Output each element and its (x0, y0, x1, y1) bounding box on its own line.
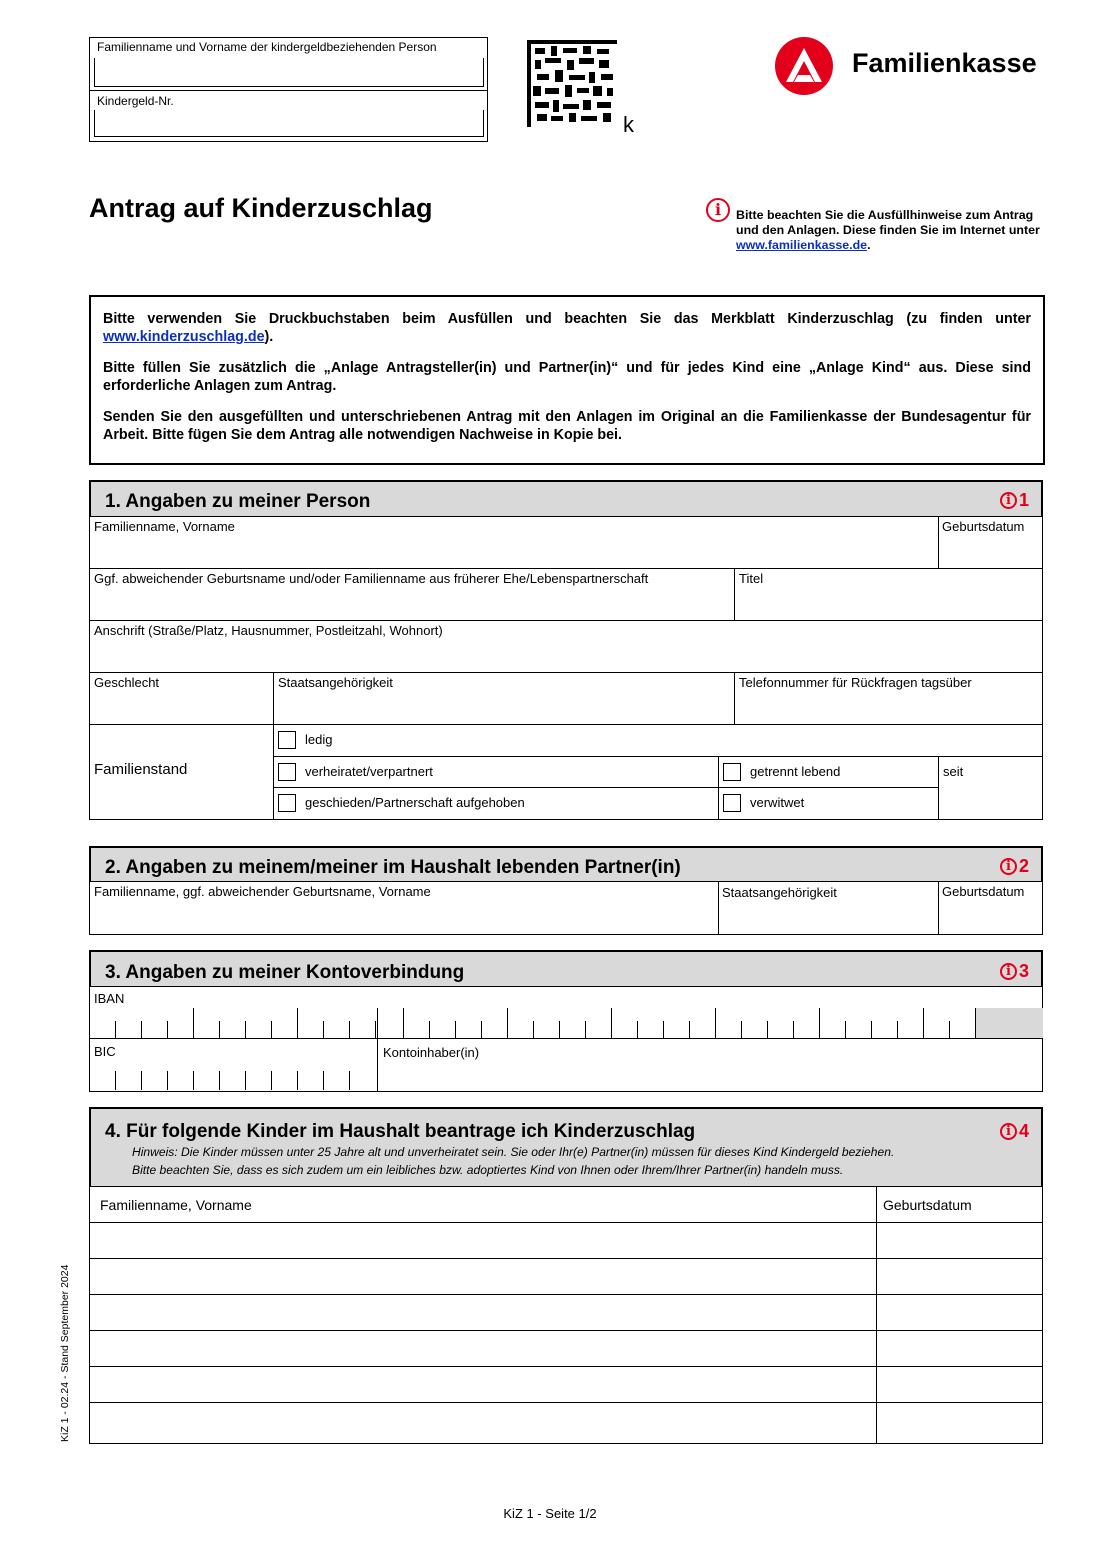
table-row[interactable] (90, 1366, 877, 1403)
instructions-box (89, 295, 1045, 465)
kg-nr-label: Kindergeld-Nr. (97, 94, 174, 108)
section-3-body (89, 986, 1043, 1092)
checkbox-geschieden[interactable] (278, 794, 296, 812)
checkbox-ledig[interactable] (278, 731, 296, 749)
table-row-dob[interactable] (876, 1402, 1043, 1443)
name-box (89, 37, 488, 142)
section-3-title: 3. Angaben zu meiner Kontoverbindung (105, 962, 465, 983)
children-table (89, 1186, 1043, 1444)
s1-phone-field[interactable]: Telefonnummer für Rückfragen tagsüber (734, 672, 1043, 725)
children-col-dob-header: Geburtsdatum (876, 1186, 1043, 1223)
section-3-info: i 3 (1000, 961, 1029, 982)
info-note-text: Bitte beachten Sie die Ausfüllhinweise zum Antrag und den Anlagen. Diese finden Sie im Internet unter (736, 208, 1040, 237)
section-1-info: i 1 (1000, 490, 1029, 511)
kg-nr-field[interactable] (94, 110, 484, 137)
logo-text: Familienkasse (852, 48, 1037, 78)
table-row-dob[interactable] (876, 1330, 1043, 1367)
section-2-header (89, 846, 1043, 882)
s1-gender-field[interactable]: Geschlecht (90, 672, 274, 725)
table-row-dob[interactable] (876, 1222, 1043, 1259)
kinderzuschlag-link[interactable]: www.kinderzuschlag.de (103, 329, 265, 345)
section-4-info: i 4 (1000, 1121, 1029, 1142)
s1-opt-getrennt-cell: getrennt lebend (718, 756, 939, 788)
section-4-header (89, 1107, 1043, 1187)
table-row-dob[interactable] (876, 1294, 1043, 1331)
side-note: KiZ 1 - 02.24 - Stand September 2024 (59, 1264, 71, 1442)
s2-name-field[interactable]: Familienname, ggf. abweichender Geburtsname, Vorname (90, 881, 719, 934)
section-1-body (89, 516, 1043, 820)
section-4-title: 4. Für folgende Kinder im Haushalt beantrage ich Kinderzuschlag (105, 1121, 696, 1142)
s1-address-field[interactable]: Anschrift (Straße/Platz, Hausnummer, Postleitzahl, Wohnort) (90, 620, 1043, 673)
section-4-hint-2: Bitte beachten Sie, dass es sich zudem um ein leibliches bzw. adoptiertes Kind von Ihnen oder Ihrem/Ihrer Partner(in) handeln muss. (132, 1163, 844, 1177)
familienkasse-link[interactable]: www.familienkasse.de (736, 238, 868, 252)
familienkasse-logo-icon (775, 37, 833, 95)
table-row[interactable] (90, 1294, 877, 1331)
s1-title-field[interactable]: Titel (734, 568, 1043, 621)
s1-opt-verheiratet-cell: verheiratet/verpartnert (273, 756, 719, 788)
instruction-paragraph-2: Bitte füllen Sie zusätzlich die „Anlage Antragsteller(in) und Partner(in)“ und für jedes Kind eine „Anlage Kind“ aus. Diese sind erforderliche Anlagen zum Antrag. (103, 360, 1031, 394)
s2-dob-field[interactable]: Geburtsdatum (942, 884, 1025, 899)
s3-bic-field[interactable]: BIC (90, 1038, 378, 1091)
checkbox-verwitwet[interactable] (723, 794, 741, 812)
iban-ticks (90, 986, 1043, 1039)
table-row[interactable] (90, 1222, 877, 1259)
table-row-dob[interactable] (876, 1366, 1043, 1403)
table-row[interactable] (90, 1330, 877, 1367)
section-4-hint-1: Hinweis: Die Kinder müssen unter 25 Jahre alt und unverheiratet sein. Sie oder Ihr(e) Partner(in) müssen für dieses Kind Kindergeld beziehen. (132, 1145, 895, 1159)
section-2-info: i 2 (1000, 856, 1029, 877)
s1-opt-verwitwet-cell: verwitwet (718, 787, 939, 819)
info-icon: i (1000, 963, 1017, 980)
section-2-title: 2. Angaben zu meinem/meiner im Haushalt lebenden Partner(in) (105, 857, 681, 878)
info-icon: i (706, 198, 730, 222)
s1-birthname-field[interactable]: Ggf. abweichender Geburtsname und/oder Familienname aus früherer Ehe/Lebenspartnerschaft (90, 568, 735, 621)
checkbox-verheiratet[interactable] (278, 763, 296, 781)
s1-opt-geschieden-cell: geschieden/Partnerschaft aufgehoben (273, 787, 719, 819)
s1-marital-label-cell: Familienstand (90, 724, 274, 819)
s3-holder-field[interactable]: Kontoinhaber(in) (383, 1045, 480, 1060)
section-3-header (89, 950, 1043, 987)
checkbox-getrennt-lebend[interactable] (723, 763, 741, 781)
barcode-suffix: k (623, 112, 634, 137)
s1-nationality-field[interactable]: Staatsangehörigkeit (273, 672, 735, 725)
children-col-name-header: Familienname, Vorname (90, 1186, 877, 1223)
info-icon: i (1000, 1123, 1017, 1140)
section-2-body (89, 881, 1043, 935)
s2-nationality-field[interactable]: Staatsangehörigkeit (718, 881, 939, 934)
name-box-label: Familienname und Vorname der kindergeldbeziehenden Person (97, 40, 437, 54)
instruction-paragraph-3: Senden Sie den ausgefüllten und unterschriebenen Antrag mit den Anlagen im Original an die Familienkasse der Bundesagentur für Arbeit. Bitte fügen Sie dem Antrag alle notwendigen Nachweise in Kopie bei. (103, 409, 1031, 443)
page-title: Antrag auf Kinderzuschlag (89, 193, 433, 223)
info-icon: i (1000, 492, 1017, 509)
s1-opt-ledig-row: ledig (273, 724, 1043, 757)
name-box-field[interactable] (94, 58, 484, 87)
s1-seit-field[interactable]: seit (943, 764, 964, 779)
page-footer: KiZ 1 - Seite 1/2 (503, 1506, 597, 1521)
barcode-image (527, 40, 617, 127)
s1-dob-field[interactable]: Geburtsdatum (938, 516, 1043, 569)
s3-iban-field[interactable]: IBAN (90, 986, 1043, 1039)
instruction-paragraph-1: Bitte verwenden Sie Druckbuchstaben beim Ausfüllen und beachten Sie das Merkblatt Kinderzuschlag (zu finden unter www.kinderzuschlag.de). (103, 311, 1031, 345)
s1-name-field[interactable]: Familienname, Vorname (90, 516, 939, 569)
section-1-header (89, 480, 1043, 517)
table-row[interactable] (90, 1402, 877, 1443)
section-1-title: 1. Angaben zu meiner Person (105, 491, 371, 512)
info-icon: i (1000, 858, 1017, 875)
table-row[interactable] (90, 1258, 877, 1295)
table-row-dob[interactable] (876, 1258, 1043, 1295)
